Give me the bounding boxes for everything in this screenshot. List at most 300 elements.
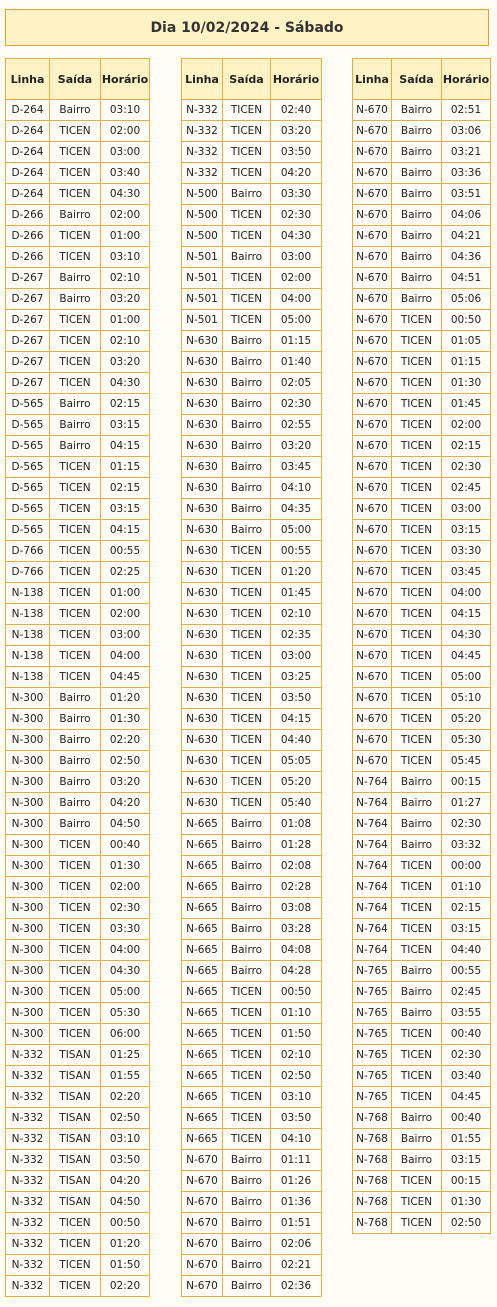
table-row <box>6 1003 150 1024</box>
horario-cell: 01:30 <box>101 856 150 877</box>
horario-cell: 05:30 <box>442 730 491 751</box>
saida-cell: TICEN <box>223 982 271 1003</box>
table-row <box>6 415 150 436</box>
saida-cell: Bairro <box>392 1108 442 1129</box>
horario-cell: 02:28 <box>271 877 322 898</box>
table-row <box>353 226 491 247</box>
horario-cell: 02:00 <box>101 121 150 142</box>
linha-cell: D-766 <box>6 562 50 583</box>
saida-cell: TICEN <box>50 1276 101 1297</box>
saida-cell: Bairro <box>392 205 442 226</box>
table-row <box>6 1234 150 1255</box>
linha-cell: N-138 <box>6 625 50 646</box>
saida-cell: Bairro <box>50 289 101 310</box>
linha-cell: N-670 <box>353 184 392 205</box>
linha-cell: N-630 <box>182 751 223 772</box>
saida-cell: TICEN <box>50 604 101 625</box>
linha-cell: N-768 <box>353 1192 392 1213</box>
saida-cell: Bairro <box>50 688 101 709</box>
saida-cell: Bairro <box>50 415 101 436</box>
linha-cell: N-300 <box>6 919 50 940</box>
horario-cell: 02:30 <box>442 1045 491 1066</box>
horario-cell: 02:00 <box>101 604 150 625</box>
table-row <box>182 667 322 688</box>
horario-cell: 04:30 <box>101 961 150 982</box>
saida-cell: TICEN <box>223 1129 271 1150</box>
linha-cell: N-630 <box>182 646 223 667</box>
saida-cell: Bairro <box>392 121 442 142</box>
linha-cell: N-665 <box>182 961 223 982</box>
saida-cell: TICEN <box>223 1087 271 1108</box>
table-row <box>353 142 491 163</box>
table-row <box>353 835 491 856</box>
horario-cell: 04:00 <box>101 646 150 667</box>
saida-cell: Bairro <box>50 436 101 457</box>
linha-cell: N-665 <box>182 1087 223 1108</box>
saida-cell: TICEN <box>223 268 271 289</box>
linha-cell: N-501 <box>182 247 223 268</box>
horario-cell: 04:36 <box>442 247 491 268</box>
table-row <box>182 583 322 604</box>
saida-cell: TICEN <box>392 730 442 751</box>
linha-cell: N-630 <box>182 688 223 709</box>
saida-cell: TICEN <box>50 562 101 583</box>
horario-cell: 06:00 <box>101 1024 150 1045</box>
linha-cell: N-764 <box>353 856 392 877</box>
table-row <box>353 1087 491 1108</box>
linha-cell: N-670 <box>353 142 392 163</box>
table-row <box>6 541 150 562</box>
table-row <box>353 394 491 415</box>
table-row <box>353 541 491 562</box>
horario-cell: 04:10 <box>271 1129 322 1150</box>
horario-cell: 02:45 <box>442 982 491 1003</box>
saida-cell: Bairro <box>223 961 271 982</box>
saida-cell: Bairro <box>223 1276 271 1297</box>
horario-cell: 04:21 <box>442 226 491 247</box>
horario-cell: 02:30 <box>101 898 150 919</box>
linha-cell: N-138 <box>6 604 50 625</box>
linha-cell: N-764 <box>353 835 392 856</box>
linha-cell: N-764 <box>353 940 392 961</box>
linha-cell: N-300 <box>6 709 50 730</box>
linha-cell: N-764 <box>353 772 392 793</box>
linha-cell: D-565 <box>6 499 50 520</box>
header-linha: Linha <box>353 59 392 100</box>
saida-cell: TICEN <box>50 1213 101 1234</box>
linha-cell: N-300 <box>6 751 50 772</box>
saida-cell: TICEN <box>223 205 271 226</box>
saida-cell: Bairro <box>223 478 271 499</box>
linha-cell: N-670 <box>353 331 392 352</box>
table-row <box>182 352 322 373</box>
linha-cell: D-565 <box>6 520 50 541</box>
saida-cell: TICEN <box>50 835 101 856</box>
linha-cell: N-500 <box>182 205 223 226</box>
horario-cell: 04:45 <box>442 646 491 667</box>
horario-cell: 04:50 <box>101 814 150 835</box>
saida-cell: TICEN <box>392 310 442 331</box>
horario-cell: 02:21 <box>271 1255 322 1276</box>
horario-cell: 05:30 <box>101 1003 150 1024</box>
saida-cell: Bairro <box>392 835 442 856</box>
horario-cell: 00:50 <box>101 1213 150 1234</box>
horario-cell: 05:20 <box>271 772 322 793</box>
linha-cell: N-670 <box>182 1150 223 1171</box>
horario-cell: 00:50 <box>271 982 322 1003</box>
saida-cell: TICEN <box>223 1045 271 1066</box>
table-row <box>353 247 491 268</box>
table-row <box>353 793 491 814</box>
table-row <box>353 856 491 877</box>
saida-cell: TICEN <box>50 373 101 394</box>
horario-cell: 03:36 <box>442 163 491 184</box>
saida-cell: Bairro <box>223 898 271 919</box>
linha-cell: N-332 <box>6 1150 50 1171</box>
linha-cell: N-670 <box>353 352 392 373</box>
header-linha: Linha <box>6 59 50 100</box>
horario-cell: 01:28 <box>271 835 322 856</box>
linha-cell: D-264 <box>6 121 50 142</box>
saida-cell: Bairro <box>223 940 271 961</box>
saida-cell: TICEN <box>50 499 101 520</box>
linha-cell: N-332 <box>182 121 223 142</box>
table-row <box>353 457 491 478</box>
saida-cell: TISAN <box>50 1087 101 1108</box>
linha-cell: N-630 <box>182 394 223 415</box>
linha-cell: N-500 <box>182 184 223 205</box>
saida-cell: TICEN <box>392 1066 442 1087</box>
table-row <box>353 1129 491 1150</box>
horario-cell: 04:30 <box>442 625 491 646</box>
horario-cell: 01:10 <box>271 1003 322 1024</box>
table-row <box>353 373 491 394</box>
saida-cell: TICEN <box>50 352 101 373</box>
table-row <box>182 457 322 478</box>
table-row <box>6 478 150 499</box>
linha-cell: N-765 <box>353 1045 392 1066</box>
table-row <box>182 1129 322 1150</box>
saida-cell: Bairro <box>392 1150 442 1171</box>
table-row <box>353 709 491 730</box>
table-row <box>6 667 150 688</box>
linha-cell: N-501 <box>182 268 223 289</box>
table-row <box>353 940 491 961</box>
table-row <box>353 100 491 121</box>
linha-cell: N-670 <box>353 289 392 310</box>
linha-cell: N-670 <box>353 667 392 688</box>
table-row <box>182 1213 322 1234</box>
linha-cell: N-764 <box>353 793 392 814</box>
saida-cell: Bairro <box>392 268 442 289</box>
horario-cell: 03:10 <box>101 100 150 121</box>
saida-cell: TISAN <box>50 1171 101 1192</box>
horario-cell: 03:00 <box>271 646 322 667</box>
table-row <box>182 331 322 352</box>
linha-cell: N-665 <box>182 982 223 1003</box>
horario-cell: 03:28 <box>271 919 322 940</box>
linha-cell: N-670 <box>353 310 392 331</box>
linha-cell: N-300 <box>6 961 50 982</box>
horario-cell: 03:55 <box>442 1003 491 1024</box>
table-row <box>6 373 150 394</box>
horario-cell: 04:15 <box>442 604 491 625</box>
horario-cell: 05:40 <box>271 793 322 814</box>
table-row <box>6 247 150 268</box>
horario-cell: 00:15 <box>442 772 491 793</box>
linha-cell: N-138 <box>6 667 50 688</box>
linha-cell: N-332 <box>6 1255 50 1276</box>
horario-cell: 01:05 <box>442 331 491 352</box>
horario-cell: 03:51 <box>442 184 491 205</box>
table-body <box>6 100 150 1297</box>
table-header-row <box>182 59 322 100</box>
horario-cell: 04:00 <box>101 940 150 961</box>
saida-cell: TICEN <box>392 940 442 961</box>
table-row <box>353 583 491 604</box>
horario-cell: 02:30 <box>442 457 491 478</box>
linha-cell: D-565 <box>6 415 50 436</box>
table-row <box>6 604 150 625</box>
horario-cell: 05:06 <box>442 289 491 310</box>
linha-cell: N-665 <box>182 835 223 856</box>
linha-cell: N-670 <box>182 1255 223 1276</box>
table-row <box>182 730 322 751</box>
horario-cell: 02:40 <box>271 100 322 121</box>
linha-cell: N-500 <box>182 226 223 247</box>
table-row <box>182 1108 322 1129</box>
linha-cell: N-138 <box>6 583 50 604</box>
linha-cell: D-267 <box>6 289 50 310</box>
saida-cell: TICEN <box>392 751 442 772</box>
saida-cell: TICEN <box>223 772 271 793</box>
saida-cell: TICEN <box>392 688 442 709</box>
linha-cell: N-300 <box>6 814 50 835</box>
table-row <box>353 520 491 541</box>
horario-cell: 03:20 <box>101 772 150 793</box>
horario-cell: 03:45 <box>271 457 322 478</box>
linha-cell: N-670 <box>353 121 392 142</box>
table-row <box>182 1066 322 1087</box>
table-row <box>6 289 150 310</box>
horario-cell: 03:00 <box>442 499 491 520</box>
linha-cell: N-765 <box>353 1024 392 1045</box>
horario-cell: 02:50 <box>271 1066 322 1087</box>
horario-cell: 00:55 <box>101 541 150 562</box>
horario-cell: 04:10 <box>271 478 322 499</box>
table-row <box>182 835 322 856</box>
table-row <box>353 730 491 751</box>
linha-cell: N-630 <box>182 499 223 520</box>
table-row <box>182 814 322 835</box>
saida-cell: TICEN <box>50 310 101 331</box>
table-row <box>182 520 322 541</box>
horario-cell: 03:10 <box>101 1129 150 1150</box>
table-row <box>6 1024 150 1045</box>
linha-cell: N-670 <box>353 709 392 730</box>
linha-cell: N-764 <box>353 898 392 919</box>
saida-cell: TICEN <box>50 184 101 205</box>
table-row <box>353 163 491 184</box>
table-row <box>182 940 322 961</box>
table-row <box>353 205 491 226</box>
saida-cell: TICEN <box>392 1087 442 1108</box>
horario-cell: 02:51 <box>442 100 491 121</box>
table-row <box>353 562 491 583</box>
linha-cell: N-665 <box>182 940 223 961</box>
saida-cell: TICEN <box>50 457 101 478</box>
linha-cell: N-665 <box>182 1024 223 1045</box>
linha-cell: N-665 <box>182 814 223 835</box>
table-row <box>182 688 322 709</box>
saida-cell: TICEN <box>50 1255 101 1276</box>
saida-cell: Bairro <box>392 793 442 814</box>
table-row <box>6 1276 150 1297</box>
saida-cell: Bairro <box>223 331 271 352</box>
linha-cell: N-764 <box>353 919 392 940</box>
table-row <box>353 919 491 940</box>
horario-cell: 04:30 <box>101 184 150 205</box>
horario-cell: 04:50 <box>101 1192 150 1213</box>
linha-cell: D-766 <box>6 541 50 562</box>
table-row <box>6 184 150 205</box>
horario-cell: 04:45 <box>442 1087 491 1108</box>
saida-cell: Bairro <box>223 520 271 541</box>
saida-cell: TICEN <box>223 1024 271 1045</box>
saida-cell: TICEN <box>392 1192 442 1213</box>
horario-cell: 00:55 <box>271 541 322 562</box>
horario-cell: 01:20 <box>101 688 150 709</box>
saida-cell: TICEN <box>223 289 271 310</box>
saida-cell: TICEN <box>50 940 101 961</box>
saida-cell: TICEN <box>50 667 101 688</box>
horario-cell: 02:36 <box>271 1276 322 1297</box>
horario-cell: 03:30 <box>271 184 322 205</box>
table-row <box>353 898 491 919</box>
saida-cell: TICEN <box>392 646 442 667</box>
linha-cell: D-267 <box>6 352 50 373</box>
linha-cell: D-266 <box>6 226 50 247</box>
header-saida: Saída <box>392 59 442 100</box>
table-row <box>353 1066 491 1087</box>
linha-cell: D-267 <box>6 373 50 394</box>
table-row <box>6 982 150 1003</box>
saida-cell: TICEN <box>50 520 101 541</box>
horario-cell: 03:30 <box>101 919 150 940</box>
horario-cell: 03:06 <box>442 121 491 142</box>
linha-cell: N-768 <box>353 1150 392 1171</box>
linha-cell: N-768 <box>353 1213 392 1234</box>
table-row <box>182 1087 322 1108</box>
linha-cell: N-665 <box>182 1045 223 1066</box>
saida-cell: TICEN <box>392 709 442 730</box>
saida-cell: TICEN <box>392 877 442 898</box>
saida-cell: Bairro <box>50 268 101 289</box>
saida-cell: Bairro <box>223 1255 271 1276</box>
linha-cell: N-670 <box>353 499 392 520</box>
header-saida: Saída <box>50 59 101 100</box>
linha-cell: N-670 <box>182 1171 223 1192</box>
linha-cell: N-670 <box>353 100 392 121</box>
table-row <box>353 1213 491 1234</box>
saida-cell: TICEN <box>392 583 442 604</box>
horario-cell: 04:30 <box>271 226 322 247</box>
horario-cell: 03:00 <box>271 247 322 268</box>
horario-cell: 03:20 <box>101 289 150 310</box>
linha-cell: N-630 <box>182 541 223 562</box>
table-row <box>353 877 491 898</box>
horario-cell: 02:10 <box>101 331 150 352</box>
linha-cell: D-266 <box>6 205 50 226</box>
saida-cell: TICEN <box>223 709 271 730</box>
horario-cell: 01:20 <box>271 562 322 583</box>
linha-cell: N-138 <box>6 646 50 667</box>
linha-cell: N-670 <box>182 1276 223 1297</box>
saida-cell: Bairro <box>50 772 101 793</box>
table-row <box>6 940 150 961</box>
linha-cell: N-630 <box>182 457 223 478</box>
linha-cell: N-630 <box>182 331 223 352</box>
table-row <box>6 1045 150 1066</box>
saida-cell: TICEN <box>50 982 101 1003</box>
saida-cell: TICEN <box>392 436 442 457</box>
linha-cell: D-266 <box>6 247 50 268</box>
horario-cell: 01:55 <box>442 1129 491 1150</box>
saida-cell: TICEN <box>50 142 101 163</box>
horario-cell: 04:51 <box>442 268 491 289</box>
saida-cell: Bairro <box>50 709 101 730</box>
saida-cell: TICEN <box>223 541 271 562</box>
horario-cell: 01:50 <box>101 1255 150 1276</box>
saida-cell: TICEN <box>50 646 101 667</box>
table-row <box>182 1150 322 1171</box>
table-row <box>6 625 150 646</box>
table-row <box>182 289 322 310</box>
schedule-table-1 <box>5 58 150 1297</box>
saida-cell: TICEN <box>392 520 442 541</box>
saida-cell: TICEN <box>392 394 442 415</box>
saida-cell: TICEN <box>392 373 442 394</box>
horario-cell: 05:00 <box>101 982 150 1003</box>
table-row <box>6 688 150 709</box>
linha-cell: N-300 <box>6 898 50 919</box>
table-row <box>6 877 150 898</box>
table-row <box>182 163 322 184</box>
saida-cell: TICEN <box>223 1003 271 1024</box>
linha-cell: N-630 <box>182 436 223 457</box>
horario-cell: 02:50 <box>101 1108 150 1129</box>
horario-cell: 02:20 <box>101 1276 150 1297</box>
horario-cell: 05:00 <box>271 520 322 541</box>
linha-cell: N-630 <box>182 625 223 646</box>
table-row <box>182 1234 322 1255</box>
linha-cell: N-332 <box>6 1087 50 1108</box>
horario-cell: 02:15 <box>442 436 491 457</box>
saida-cell: Bairro <box>392 814 442 835</box>
saida-cell: Bairro <box>392 163 442 184</box>
table-row <box>6 310 150 331</box>
table-row <box>6 1087 150 1108</box>
table-row <box>6 1192 150 1213</box>
horario-cell: 01:10 <box>442 877 491 898</box>
schedule-table-3 <box>352 58 491 1234</box>
saida-cell: TICEN <box>223 688 271 709</box>
horario-cell: 02:10 <box>101 268 150 289</box>
horario-cell: 05:20 <box>442 709 491 730</box>
linha-cell: N-665 <box>182 898 223 919</box>
saida-cell: Bairro <box>223 856 271 877</box>
linha-cell: N-630 <box>182 520 223 541</box>
